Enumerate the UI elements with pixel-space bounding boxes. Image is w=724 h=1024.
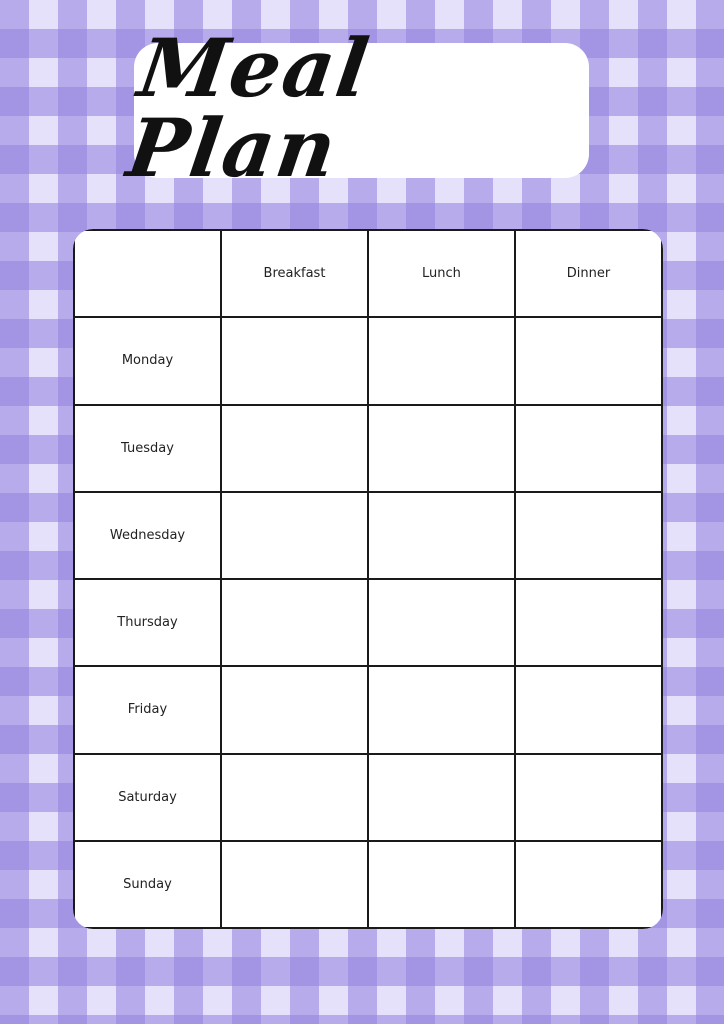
meal-cell[interactable] — [368, 317, 515, 404]
header-row — [74, 230, 662, 317]
table-row — [74, 405, 662, 492]
day-label-sunday: Sunday — [74, 841, 221, 928]
meal-cell[interactable] — [221, 405, 368, 492]
meal-cell[interactable] — [368, 666, 515, 753]
meal-cell[interactable] — [221, 317, 368, 404]
meal-plan-card — [73, 229, 663, 929]
meal-cell[interactable] — [515, 666, 662, 753]
column-header-label: Breakfast — [263, 266, 326, 282]
table-row — [74, 841, 662, 928]
column-header-breakfast — [221, 230, 368, 317]
column-header-label: Lunch — [422, 266, 461, 282]
meal-cell[interactable] — [515, 317, 662, 404]
day-label-saturday: Saturday — [74, 754, 221, 841]
day-label-wednesday: Wednesday — [74, 492, 221, 579]
meal-cell[interactable] — [221, 754, 368, 841]
table-row — [74, 754, 662, 841]
table-row — [74, 317, 662, 404]
table-row — [74, 666, 662, 753]
day-label-thursday: Thursday — [74, 579, 221, 666]
meal-plan-table — [73, 229, 663, 929]
meal-cell[interactable] — [221, 492, 368, 579]
meal-cell[interactable] — [221, 666, 368, 753]
meal-cell[interactable] — [221, 841, 368, 928]
meal-cell[interactable] — [221, 579, 368, 666]
title-banner — [121, 20, 589, 195]
column-header-dinner — [515, 230, 662, 317]
table-row — [74, 492, 662, 579]
meal-cell[interactable] — [515, 579, 662, 666]
meal-cell[interactable] — [515, 754, 662, 841]
meal-cell[interactable] — [368, 579, 515, 666]
day-label-friday: Friday — [74, 666, 221, 753]
meal-cell[interactable] — [368, 405, 515, 492]
corner-cell — [74, 230, 221, 317]
day-label-tuesday: Tuesday — [74, 405, 221, 492]
meal-cell[interactable] — [368, 492, 515, 579]
day-label-monday: Monday — [74, 317, 221, 404]
table-row — [74, 579, 662, 666]
meal-cell[interactable] — [515, 405, 662, 492]
meal-cell[interactable] — [515, 841, 662, 928]
column-header-label: Dinner — [566, 266, 611, 282]
meal-cell[interactable] — [368, 841, 515, 928]
meal-cell[interactable] — [368, 754, 515, 841]
column-header-lunch — [368, 230, 515, 317]
meal-cell[interactable] — [515, 492, 662, 579]
page-title: Meal Plan — [121, 20, 376, 195]
